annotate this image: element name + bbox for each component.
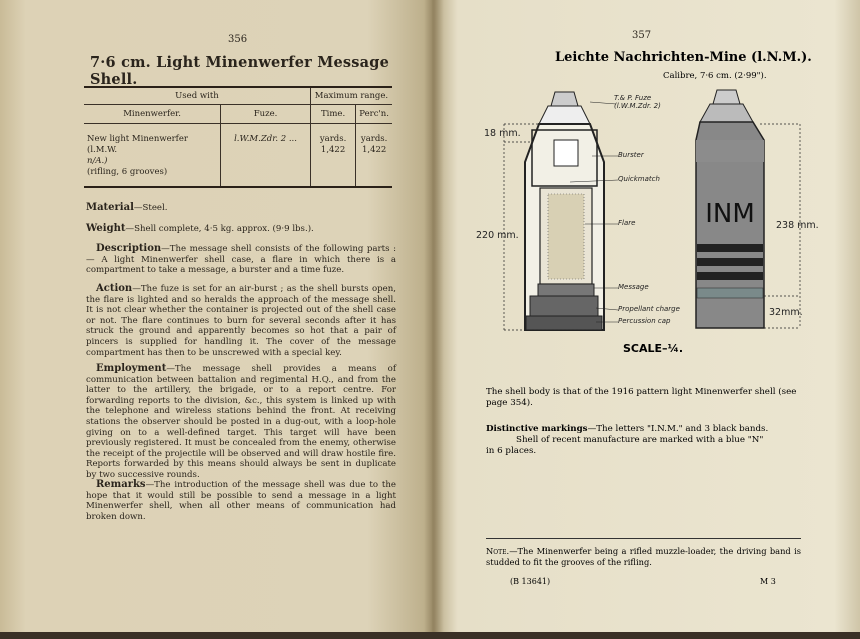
remarks-section: Remarks—The introduction of the message shell was due to the hope that it would still be possible to send a message in a light Minenwerfer shell, when all other means of communication had broken down. bbox=[86, 479, 396, 522]
fuze-cell: l.W.M.Zdr. 2 ... bbox=[221, 124, 311, 188]
dimension-32mm: 32mm. bbox=[769, 307, 803, 318]
percussion-label: Percussion cap bbox=[618, 317, 671, 325]
section-view bbox=[525, 92, 618, 330]
page-title: Leichte Nachrichten-Mine (l.N.M.). bbox=[555, 50, 812, 65]
fuze-label: T.& P. Fuze (l.W.M.Zdr. 2) bbox=[614, 94, 661, 110]
calibre-caption: Calibre, 7·6 cm. (2·99"). bbox=[663, 71, 767, 81]
dimension-18mm: 18 mm. bbox=[484, 128, 521, 139]
table-row bbox=[84, 124, 392, 188]
distinctive-markings: Distinctive markings—The letters "I.N.M." and 3 black bands. Shell of recent manufacture are marked with a blue "N" in 6 places. bbox=[486, 424, 769, 456]
burster-label: Burster bbox=[618, 151, 644, 159]
propellant-label: Propellant charge bbox=[618, 305, 680, 313]
weight-section: Weight—Shell complete, 4·5 kg. approx. (9·9 lbs.). bbox=[86, 223, 314, 234]
book-gutter bbox=[424, 0, 444, 632]
minenwerfer-cell: New light Minenwerfer (l.M.W. n/A.) (rifling, 6 grooves) bbox=[84, 124, 221, 188]
page-number: 356 bbox=[228, 34, 248, 45]
flare-label: Flare bbox=[618, 219, 636, 227]
quickmatch-label: Quickmatch bbox=[618, 175, 660, 183]
shell-diagram bbox=[470, 84, 820, 364]
footer-reference: (B 13641) bbox=[510, 577, 551, 586]
max-range-header: Maximum range. bbox=[310, 87, 392, 105]
minenwerfer-column-header: Minenwerfer. bbox=[84, 105, 221, 124]
footnote: Note.—The Minenwerfer being a rifled muzzle-loader, the driving band is studded to fit the grooves of the rifling. bbox=[486, 538, 801, 568]
time-cell: yards. 1,422 bbox=[310, 124, 355, 188]
body-text: The shell body is that of the 1916 pattern light Minenwerfer shell (see page 354). bbox=[486, 387, 797, 408]
exterior-view bbox=[696, 90, 764, 328]
action-section: Action—The fuze is set for an air-burst ; as the shell bursts open, the flare is lighted and so heralds the approach of the message shell. It is not clear whether the container is projected out of the shell case or not. The flare continues to burn for several seconds after it has struck the ground and apparently becomes so hot that a pair of pincers is supplied for handling it. The cover of the message compartment has then to be unscrewed with a special key. bbox=[86, 283, 396, 358]
used-with-header: Used with bbox=[84, 87, 310, 105]
specification-table bbox=[84, 86, 392, 188]
shell-marking-text: INM bbox=[705, 199, 755, 229]
dimension-220mm: 220 mm. bbox=[476, 230, 519, 241]
page-number: 357 bbox=[632, 30, 652, 41]
employment-section: Employment—The message shell provides a means of communication between battalion and regimental H.Q., and from the latter to the artillery, the brigade, or to a report centre. For forwarding reports to the division, &c., this system is linked up with the telephone and wireless stations behind the front. At receiving stations the observer should be posted in a dug-out, with a loop-hole giving on to a well-defined target. This target will have been previously registered. It must be concealed from the enemy, otherwise the receipt of the projectile will be observed and will draw hostile fire. Reports forwarded by this means should always be sent in duplicate by two successive rounds. bbox=[86, 363, 396, 480]
footer-signature: M 3 bbox=[760, 577, 776, 586]
percussion-cell: yards. 1,422 bbox=[356, 124, 392, 188]
fuze-column-header: Fuze. bbox=[221, 105, 311, 124]
percussion-column-header: Perc'n. bbox=[356, 105, 392, 124]
material-section: Material—Steel. bbox=[86, 202, 168, 213]
page-title: 7·6 cm. Light Minenwerfer Message Shell. bbox=[90, 54, 390, 88]
scale-caption: SCALE–¼. bbox=[623, 342, 684, 355]
time-column-header: Time. bbox=[310, 105, 355, 124]
left-page bbox=[0, 0, 432, 632]
description-section: Description—The message shell consists of the following parts :— A light Minenwerfer shell case, a flare in which there is a compartment to take a message, a burster and a time fuze. bbox=[86, 243, 396, 276]
message-label: Message bbox=[618, 283, 649, 291]
dimension-238mm: 238 mm. bbox=[776, 220, 819, 231]
